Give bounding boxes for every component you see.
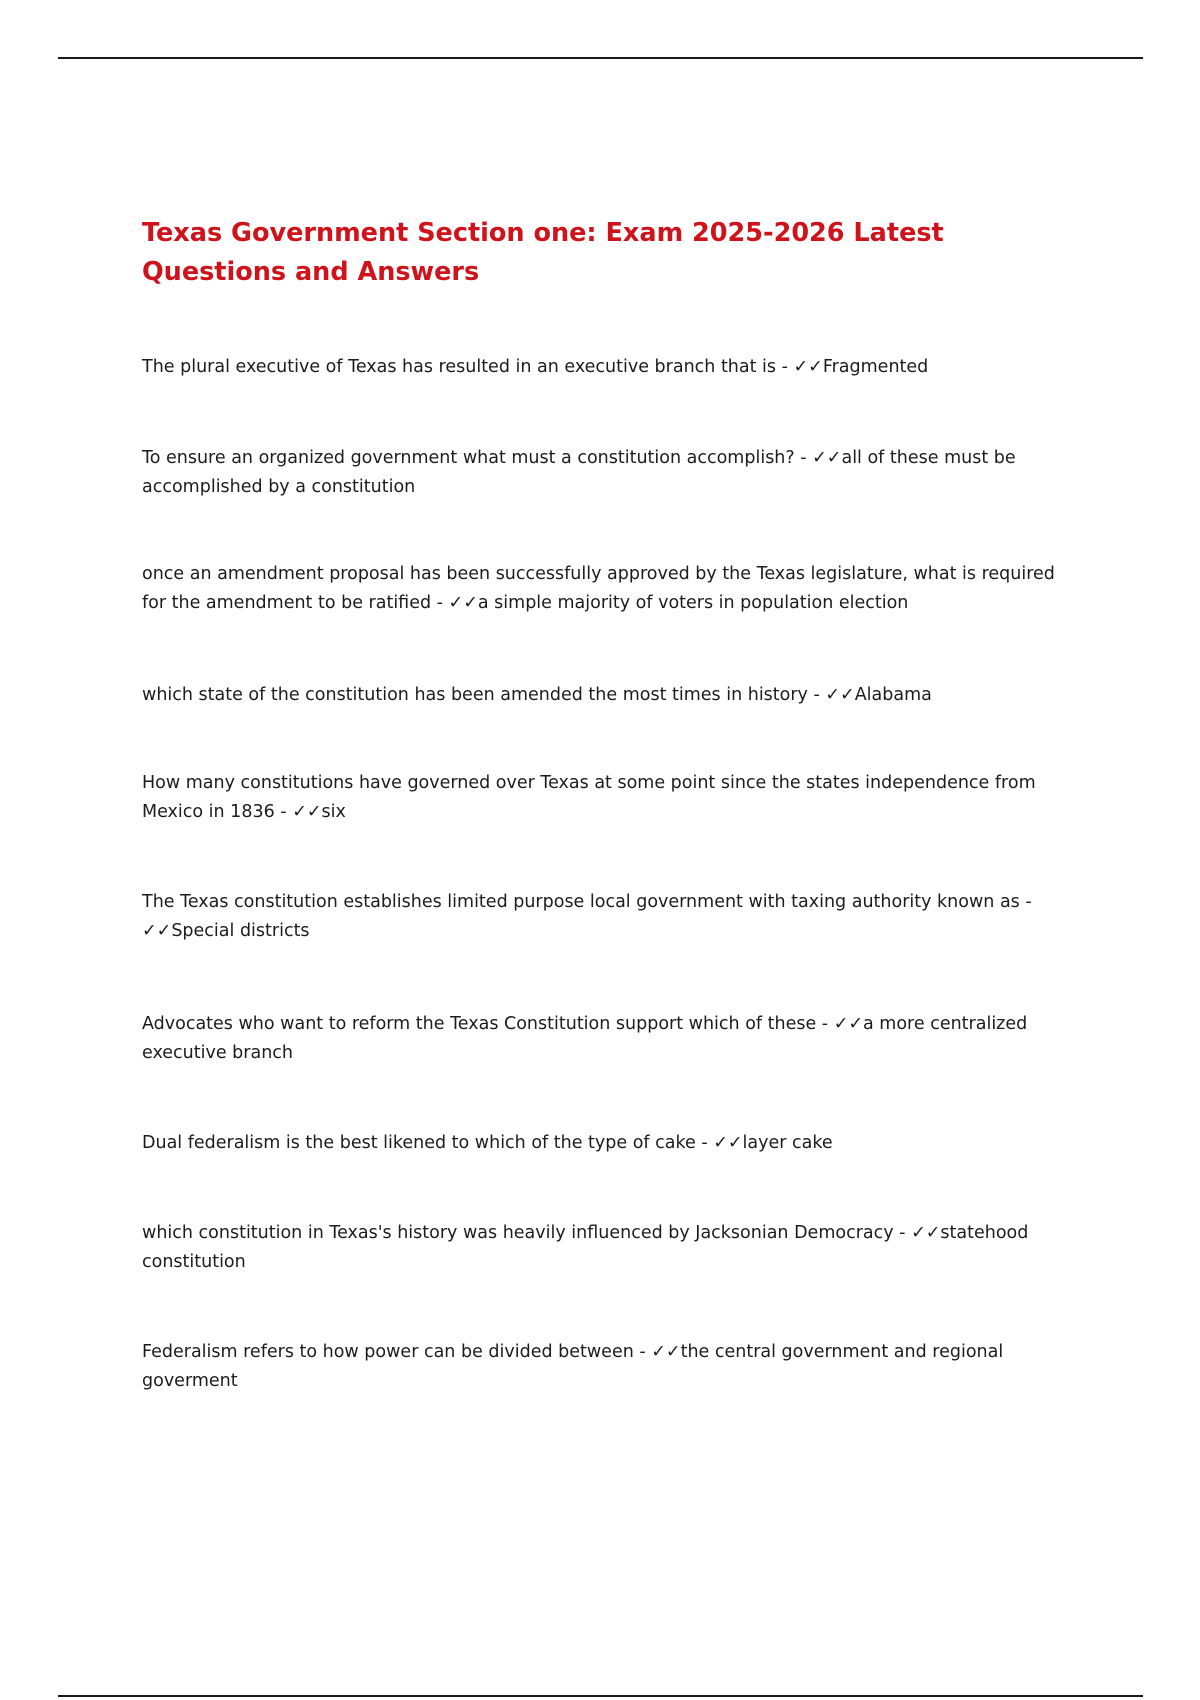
question-text: The plural executive of Texas has resulted in an executive branch that is xyxy=(142,357,777,377)
separator: - xyxy=(794,448,813,468)
bottom-rule xyxy=(58,1695,1143,1697)
qa-item xyxy=(142,1338,1062,1396)
question-text: which state of the constitution has been amended the most times in history xyxy=(142,685,808,705)
answer-text: a more centralized executive branch xyxy=(142,1014,1028,1063)
answer-text: a simple majority of voters in population election xyxy=(477,593,909,613)
separator: - xyxy=(431,593,449,613)
check-icon: ✓✓ xyxy=(833,1014,864,1034)
answer-text: all of these must be accomplished by a constitution xyxy=(142,448,1016,497)
check-icon: ✓✓ xyxy=(713,1133,743,1153)
page-title: Texas Government Section one: Exam 2025-2026 Latest Questions and Answers xyxy=(142,218,944,287)
question-text: The Texas constitution establishes limited purpose local government with taxing authority known as xyxy=(142,892,1020,912)
question-text: Dual federalism is the best likened to which of the type of cake xyxy=(142,1133,696,1153)
qa-item xyxy=(142,353,1062,382)
check-icon: ✓✓ xyxy=(793,357,823,377)
answer-text: layer cake xyxy=(742,1133,833,1153)
separator: - xyxy=(807,685,826,705)
check-icon: ✓✓ xyxy=(825,685,855,705)
qa-item xyxy=(142,1129,1062,1158)
qa-item xyxy=(142,888,1062,946)
qa-item xyxy=(142,769,1062,827)
question-text: Federalism refers to how power can be divided between xyxy=(142,1342,634,1362)
qa-item xyxy=(142,1219,1062,1277)
separator: - xyxy=(893,1223,912,1243)
separator: - xyxy=(633,1342,652,1362)
answer-text: Special districts xyxy=(171,921,310,941)
separator: - xyxy=(1019,892,1032,912)
answer-text: statehood constitution xyxy=(142,1223,1029,1272)
qa-item xyxy=(142,1010,1062,1068)
top-rule xyxy=(58,57,1143,59)
check-icon: ✓✓ xyxy=(292,802,322,822)
separator: - xyxy=(274,802,293,822)
question-text: once an amendment proposal has been successfully approved by the Texas legislature, what is required for the amendment to be ratified xyxy=(142,564,1055,613)
qa-item xyxy=(142,444,1062,502)
check-icon: ✓✓ xyxy=(812,448,842,468)
answer-text: Alabama xyxy=(854,685,932,705)
separator: - xyxy=(776,357,794,377)
answer-text: the central government and regional goverment xyxy=(142,1342,1004,1391)
question-text: To ensure an organized government what must a constitution accomplish? xyxy=(142,448,795,468)
check-icon: ✓✓ xyxy=(448,593,478,613)
question-text: which constitution in Texas's history was heavily influenced by Jacksonian Democracy xyxy=(142,1223,894,1243)
check-icon: ✓✓ xyxy=(651,1342,681,1362)
separator: - xyxy=(816,1014,834,1034)
answer-text: Fragmented xyxy=(822,357,929,377)
qa-item xyxy=(142,560,1062,618)
check-icon: ✓✓ xyxy=(142,921,172,941)
question-text: How many constitutions have governed over Texas at some point since the states independence from Mexico in 1836 xyxy=(142,773,1036,822)
separator: - xyxy=(695,1133,714,1153)
question-text: Advocates who want to reform the Texas Constitution support which of these xyxy=(142,1014,817,1034)
qa-item xyxy=(142,681,1062,710)
check-icon: ✓✓ xyxy=(911,1223,941,1243)
answer-text: six xyxy=(321,802,346,822)
